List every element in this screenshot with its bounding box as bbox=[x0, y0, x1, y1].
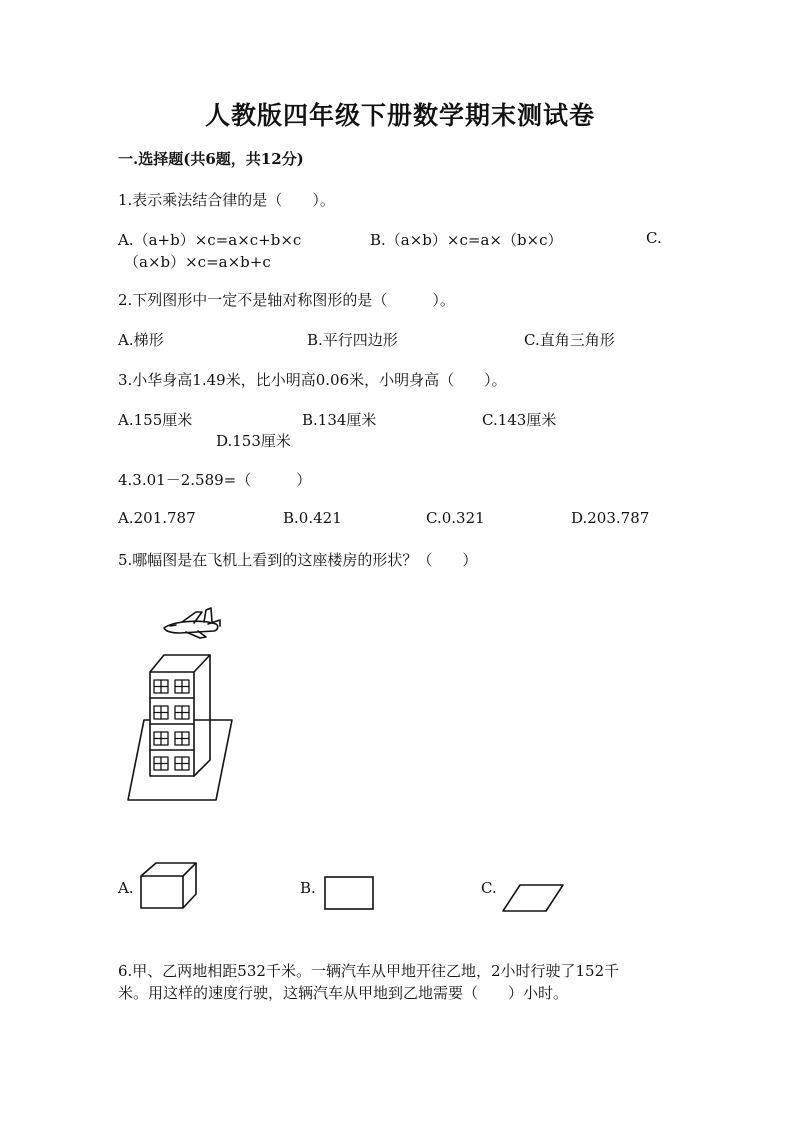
question-3-option-c: C.143厘米 bbox=[482, 411, 557, 429]
question-5-option-b: B. bbox=[300, 879, 316, 897]
question-1-stem: 1.表示乘法结合律的是（ ）。 bbox=[118, 191, 335, 209]
question-2-option-b: B.平行四边形 bbox=[307, 331, 398, 349]
question-4-stem: 4.3.01－2.589=（ ） bbox=[118, 471, 312, 489]
question-5-option-a: A. bbox=[118, 879, 134, 897]
question-3-option-d: D.153厘米 bbox=[216, 432, 291, 450]
question-4-option-c: C.0.321 bbox=[426, 509, 485, 527]
question-4-option-b: B.0.421 bbox=[283, 509, 342, 527]
section-heading: 一.选择题(共6题，共12分) bbox=[118, 150, 304, 168]
question-2-option-a: A.梯形 bbox=[118, 331, 164, 349]
question-4-option-a: A.201.787 bbox=[118, 509, 196, 527]
question-2-option-c: C.直角三角形 bbox=[524, 331, 615, 349]
question-3-option-b: B.134厘米 bbox=[302, 411, 377, 429]
question-4-option-d: D.203.787 bbox=[571, 509, 650, 527]
question-1-option-b: B.（a×b）×c=a×（b×c） bbox=[370, 231, 563, 249]
building-icon bbox=[150, 655, 210, 776]
question-6-stem-line-1: 6.甲、乙两地相距532千米。一辆汽车从甲地开往乙地，2小时行驶了152千 bbox=[118, 962, 620, 980]
question-1-option-c: C. bbox=[646, 229, 662, 247]
cuboid-icon bbox=[138, 860, 200, 912]
parallelogram-icon bbox=[500, 882, 566, 914]
building-airplane-illustration bbox=[120, 600, 280, 805]
page-title: 人教版四年级下册数学期末测试卷 bbox=[204, 101, 595, 130]
question-3-option-a: A.155厘米 bbox=[118, 411, 193, 429]
rectangle-icon bbox=[322, 874, 376, 912]
airplane-icon bbox=[164, 608, 220, 638]
question-5-option-c: C. bbox=[481, 879, 497, 897]
question-3-stem: 3.小华身高1.49米，比小明高0.06米，小明身高（ ）。 bbox=[118, 371, 507, 389]
question-2-stem: 2.下列图形中一定不是轴对称图形的是（ ）。 bbox=[118, 291, 455, 309]
question-5-stem: 5.哪幅图是在飞机上看到的这座楼房的形状？（ ） bbox=[118, 551, 478, 569]
question-6-stem-line-2: 米。用这样的速度行驶，这辆汽车从甲地到乙地需要（ ）小时。 bbox=[118, 984, 569, 1002]
question-1-option-c-text: （a×b）×c=a×b+c bbox=[124, 253, 271, 271]
question-1-option-a: A.（a+b）×c=a×c+b×c bbox=[118, 231, 302, 249]
